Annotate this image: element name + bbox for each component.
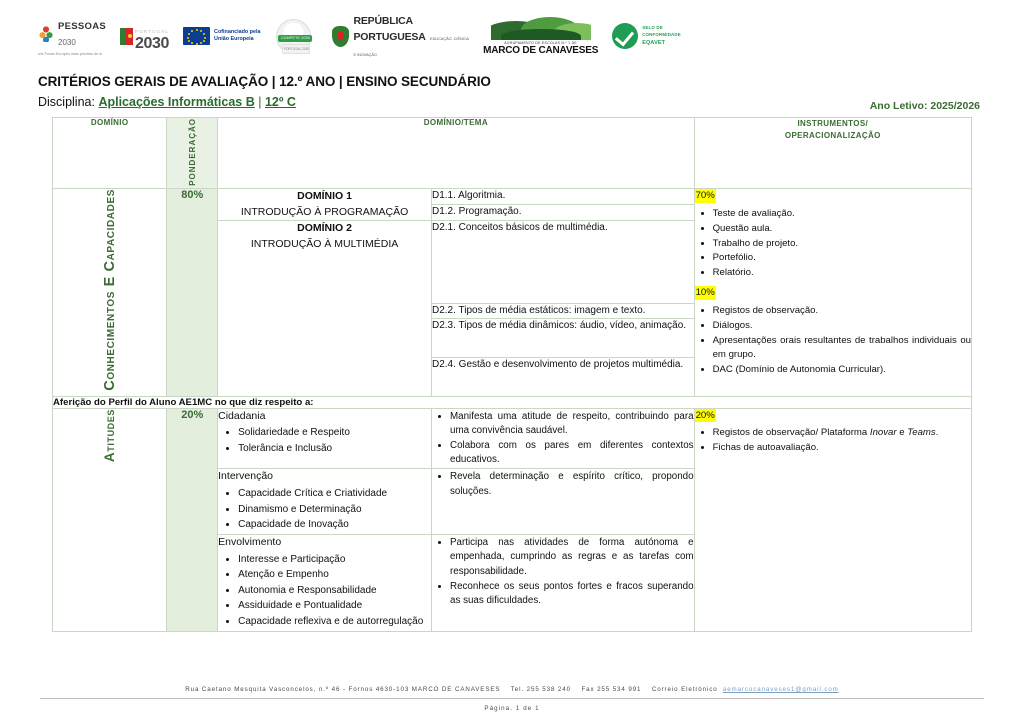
discipline-name: Aplicações Informáticas B	[98, 95, 255, 109]
logo-european-union	[183, 27, 260, 45]
instruments-knowledge	[694, 188, 971, 396]
republica-sub2: E INOVAÇÃO	[353, 53, 377, 58]
group-name: Cidadania	[218, 409, 266, 422]
eqavet-line1: SELO DE	[642, 25, 663, 31]
portugal-small-label: PORTUGAL	[135, 28, 170, 34]
eu-line2: União Europeia	[214, 36, 254, 42]
descriptor-cell-intervencao	[432, 469, 695, 535]
table-row	[53, 408, 972, 469]
instruments-list-20	[695, 426, 971, 455]
list-item: • Revela determinação e espírito crítico, propondo soluções.	[450, 470, 694, 498]
header-dominio-label: DOMÍNIO	[90, 118, 129, 127]
list-item: • Manifesta uma atitude de respeito, contribuindo para uma convivência saudável.	[450, 410, 694, 438]
header-dominio	[53, 118, 167, 189]
topic-cell: D1.1. Algoritmia.	[432, 188, 695, 204]
group-name: Envolvimento	[218, 536, 282, 549]
domain-label-knowledge	[53, 188, 167, 396]
list-item: • Questão aula.	[713, 222, 971, 236]
instr-item1-pre: Registos de observação/ Plataforma	[712, 427, 870, 439]
list-item: • Dinamismo e Determinação	[238, 502, 431, 517]
list-item: • Assiduidade e Pontualidade	[238, 598, 431, 613]
logo-eqavet	[612, 23, 681, 49]
percent-badge-20: 20%	[695, 409, 715, 421]
list-item	[713, 426, 971, 440]
list-item: • Capacidade reflexiva e de autorregulação	[238, 614, 431, 629]
pessoas-caption: Um Fundo Europeu mais próximo de si	[38, 51, 103, 56]
eu-flag-icon	[183, 27, 210, 45]
list-item: • Participa nas atividades de forma autónoma e empenhada, cumprindo as regras e as tarefas com responsabilidade.	[450, 536, 694, 579]
list-item: • Fichas de autoavaliação.	[713, 441, 971, 455]
list-item: • Portefólio.	[713, 251, 971, 265]
pessoas-flower-icon	[38, 24, 54, 42]
list-item: • DAC (Domínio de Autonomia Curricular).	[713, 363, 971, 377]
domain1-title: DOMÍNIO 1	[297, 189, 352, 202]
republica-line1: REPÚBLICA	[353, 14, 413, 27]
domain-label-attitudes	[53, 408, 167, 631]
domain-label-attitudes-text: Atitudes	[102, 408, 118, 462]
list-item: • Diálogos.	[713, 319, 971, 333]
agrupamento-name: MARCO DE CANAVESES	[483, 45, 599, 56]
topic-cell: D2.1. Conceitos básicos de multimédia.	[432, 221, 695, 304]
eu-line1: Cofinanciado pela	[214, 28, 261, 35]
page-footer	[0, 686, 1024, 712]
pessoas-title: PESSOAS	[58, 20, 107, 32]
topic-cell: D2.2. Tipos de média estáticos: imagem e texto.	[432, 304, 695, 319]
list-item: • Autonomia e Responsabilidade	[238, 583, 431, 598]
group-items	[218, 425, 431, 456]
hills-icon	[491, 16, 591, 40]
list-item: • Tolerância e Inclusão	[238, 441, 431, 456]
instr-item1-platform-teams: Teams	[907, 427, 936, 439]
seal-foot	[282, 44, 310, 54]
domain2-subtitle: INTRODUÇÃO À MULTIMÉDIA	[250, 238, 399, 251]
discipline-separator: |	[258, 95, 262, 109]
logo-compete-seal	[274, 19, 318, 53]
header-ponderacao	[167, 118, 218, 189]
instr-item1-post: .	[935, 427, 939, 439]
footer-address: Rua Caetano Mesquita Vasconcelos, n.º 46 - Fornos 4630-103 MARCO DE CANAVESES	[185, 686, 501, 693]
percent-badge-70: 70%	[695, 189, 715, 201]
attitude-group-intervencao	[218, 469, 432, 535]
domain2-title: DOMÍNIO 2	[297, 222, 352, 235]
group-name: Intervenção	[218, 470, 274, 483]
header-instrumentos	[694, 118, 971, 189]
list-item: • Atenção e Empenho	[238, 567, 431, 582]
check-mark-icon	[612, 23, 638, 49]
footer-page-number: Página. 1 de 1	[484, 705, 540, 712]
percent-badge-10: 10%	[695, 287, 715, 299]
list-item: • Trabalho de projeto.	[713, 237, 971, 251]
descriptor-cell-envolvimento	[432, 535, 695, 632]
group-items	[218, 552, 431, 629]
header-dominio-tema	[218, 118, 694, 189]
weight-attitudes	[167, 408, 218, 631]
list-item: • Apresentações orais resultantes de trabalhos individuais ou em grupo.	[713, 334, 971, 362]
group-items	[218, 486, 431, 532]
logo-republica-portuguesa	[332, 12, 469, 61]
list-item: • Reconhece os seus pontos fortes e fracos superando as suas dificuldades.	[450, 580, 694, 608]
domain1-subtitle: INTRODUÇÃO À PROGRAMAÇÃO	[240, 205, 409, 218]
eqavet-line2: CONFORMIDADE	[642, 31, 681, 37]
instruments-list-10	[695, 304, 971, 377]
table-header-row	[53, 118, 972, 189]
domain-label-knowledge-text: Conhecimentos E Capacidades	[101, 188, 118, 391]
attitude-group-cidadania	[218, 408, 432, 469]
footer-divider	[40, 698, 984, 699]
instruments-list-70	[695, 207, 971, 281]
domain2-title-cell	[218, 221, 432, 396]
logo-agrupamento-escolas	[483, 16, 598, 56]
weight-attitudes-value: 20%	[181, 408, 204, 421]
logo-pessoas-2030	[38, 17, 106, 56]
republica-shield-icon	[332, 26, 349, 47]
descriptor-list	[432, 470, 694, 498]
list-item: • Relatório.	[713, 266, 971, 280]
seal-band	[278, 35, 312, 42]
list-item: • Teste de avaliação.	[713, 207, 971, 221]
footer-fax: Fax 255 534 991	[581, 686, 642, 693]
agrupamento-caption: AGRUPAMENTO DE ESCOLAS N.º 1 DE	[504, 41, 577, 45]
instr-item1-platform-inovar: Inovar	[869, 427, 897, 439]
list-item: • Interesse e Participação	[238, 552, 431, 567]
footer-contact-line	[0, 686, 1024, 698]
header-instrumentos-line2: OPERACIONALIZAÇÃO	[784, 131, 881, 141]
republica-line2: PORTUGUESA	[353, 30, 426, 43]
seal-foot-label: PORTUGAL 2030	[283, 47, 310, 51]
page-title: CRITÉRIOS GERAIS DE AVALIAÇÃO | 12.º ANO | ENSINO SECUNDÁRIO	[38, 74, 491, 89]
profile-row: Aferição do Perfil do Aluno AE1MC no que diz respeito a:	[53, 396, 972, 408]
seal-band-label: COMPETE 2030	[280, 36, 311, 40]
topic-cell: D2.4. Gestão e desenvolvimento de projetos multimédia.	[432, 357, 695, 396]
list-item: • Solidariedade e Respeito	[238, 425, 431, 440]
weight-knowledge	[167, 188, 218, 396]
header-dominio-tema-label: DOMÍNIO/TEMA	[423, 118, 488, 127]
pessoas-year: 2030	[58, 37, 76, 47]
topic-cell: D1.2. Programação.	[432, 205, 695, 221]
topic-cell: D2.3. Tipos de média dinâmicos: áudio, vídeo, animação.	[432, 318, 695, 357]
logo-bar	[0, 0, 1024, 66]
footer-email-label: Correio Eletrónico	[651, 686, 718, 693]
eqavet-line3: EQAVET	[642, 39, 666, 46]
descriptor-list	[432, 410, 694, 468]
header-instrumentos-line1: INSTRUMENTOS/	[797, 119, 869, 128]
descriptor-list	[432, 536, 694, 608]
weight-knowledge-value: 80%	[181, 188, 204, 201]
school-year: Ano Letivo: 2025/2026	[869, 100, 980, 112]
logo-portugal-2030	[120, 21, 169, 51]
list-item: • Colabora com os pares em diferentes contextos educativos.	[450, 439, 694, 467]
table-row	[53, 188, 972, 204]
instr-item1-mid: e	[896, 427, 908, 439]
list-item: • Capacidade de Inovação	[238, 517, 431, 532]
portugal-year: 2030	[135, 35, 170, 52]
list-item: • Capacidade Crítica e Criatividade	[238, 486, 431, 501]
discipline-label: Disciplina:	[38, 95, 95, 109]
header-ponderacao-label: PONDERAÇÃO	[187, 118, 197, 186]
republica-sub1: EDUCAÇÃO, CIÊNCIA	[430, 36, 470, 41]
class-name: 12º C	[264, 95, 296, 109]
attitude-group-envolvimento	[218, 535, 432, 632]
descriptor-cell-cidadania	[432, 408, 695, 469]
list-item: • Registos de observação.	[713, 304, 971, 318]
footer-email-link[interactable]: aemarcocanaveses1@gmail.com	[722, 686, 839, 693]
table-row	[53, 396, 972, 408]
instruments-attitudes	[694, 408, 971, 631]
domain1-title-cell	[218, 188, 432, 221]
criteria-table	[52, 117, 972, 632]
footer-tel: Tel. 255 538 240	[510, 686, 571, 693]
portugal-flag-icon	[120, 28, 133, 45]
